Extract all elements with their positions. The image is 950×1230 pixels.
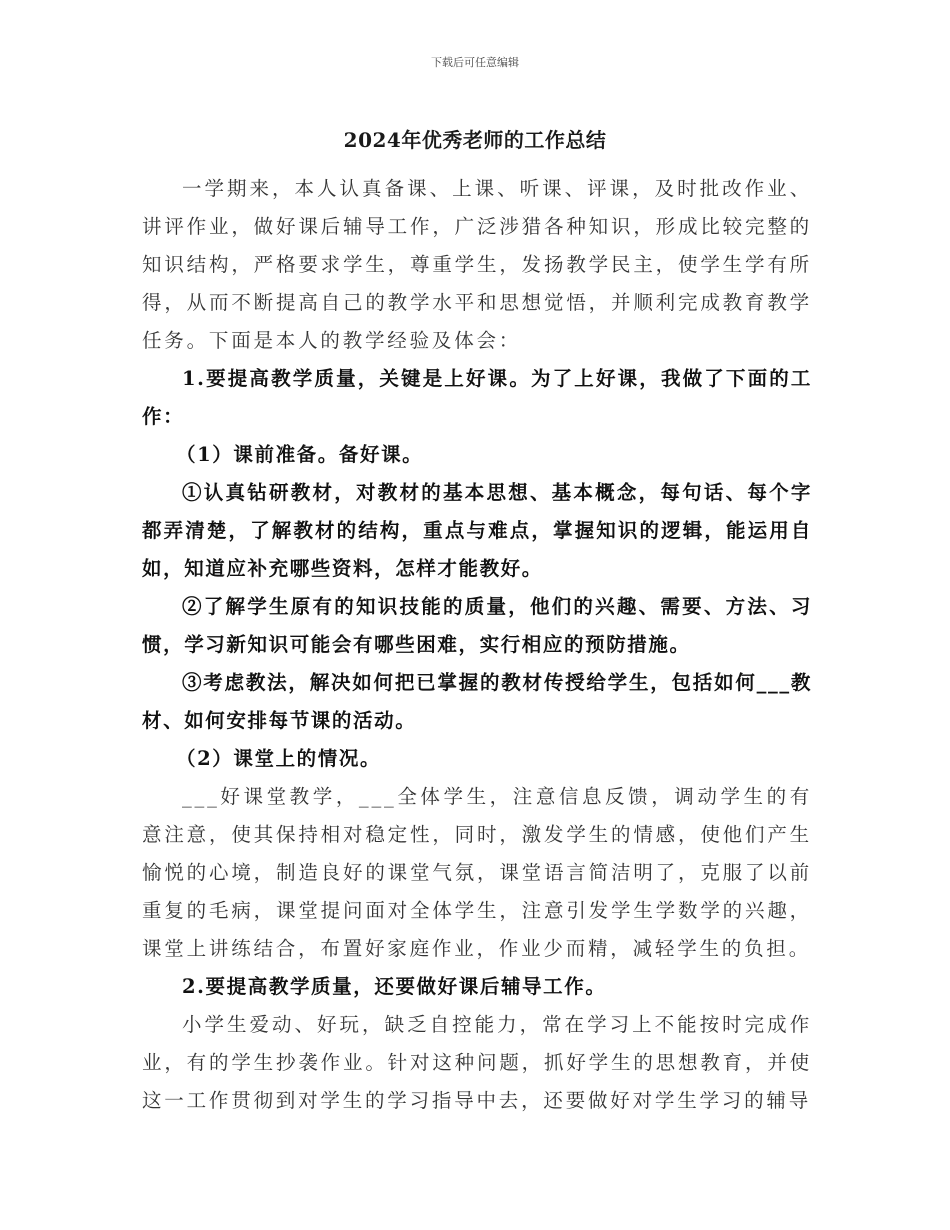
intro-paragraph: 一学期来，本人认真备课、上课、听课、评课，及时批改作业、讲评作业，做好课后辅导工作，广泛涉猎各种知识，形成比较完整的知识结构，严格要求学生，尊重学生，发扬教学民主，使学生学有所得，从而不断提高自己的教学水平和思想觉悟，并顺利完成教育教学任务。下面是本人的教学经验及体会： <box>142 177 812 352</box>
classroom-paragraph: ___好课堂教学，___全体学生，注意信息反馈，调动学生的有意注意，使其保持相对稳定性，同时，激发学生的情感，使他们产生愉悦的心境，制造良好的课堂气氛，课堂语言简洁明了，克服了以前重复的毛病，课堂提问面对全体学生，注意引发学生学数学的兴趣，课堂上讲练结合，布置好家庭作业，作业少而精，减轻学生的负担。 <box>142 785 812 960</box>
point-2-paragraph: ②了解学生原有的知识技能的质量，他们的兴趣、需要、方法、习惯，学习新知识可能会有哪些困难，实行相应的预防措施。 <box>142 595 812 656</box>
subsection-2-heading: （2）课堂上的情况。 <box>176 747 382 770</box>
point-1-paragraph: ①认真钻研教材，对教材的基本思想、基本概念，每句话、每个字都弄清楚，了解教材的结构，重点与难点，掌握知识的逻辑，能运用自如，知道应补充哪些资料，怎样才能教好。 <box>142 481 812 580</box>
point-3-paragraph: ③考虑教法，解决如何把已掌握的教材传授给学生，包括如何___教材、如何安排每节课的活动。 <box>142 671 812 732</box>
tutoring-paragraph: 小学生爱动、好玩，缺乏自控能力，常在学习上不能按时完成作业，有的学生抄袭作业。针对这种问题，抓好学生的思想教育，并使这一工作贯彻到对学生的学习指导中去，还要做好对学生学习的辅导 <box>142 1013 812 1112</box>
header-note: 下载后可任意编辑 <box>431 56 519 69</box>
section-2-heading: 2.要提高教学质量，还要做好课后辅导工作。 <box>182 975 607 998</box>
subsection-1-heading: （1）课前准备。备好课。 <box>176 443 424 466</box>
document-body <box>142 170 812 1120</box>
section-1-heading: 1.要提高教学质量，关键是上好课。为了上好课，我做了下面的工作： <box>142 367 812 428</box>
document-title: 2024年优秀老师的工作总结 <box>343 128 607 152</box>
